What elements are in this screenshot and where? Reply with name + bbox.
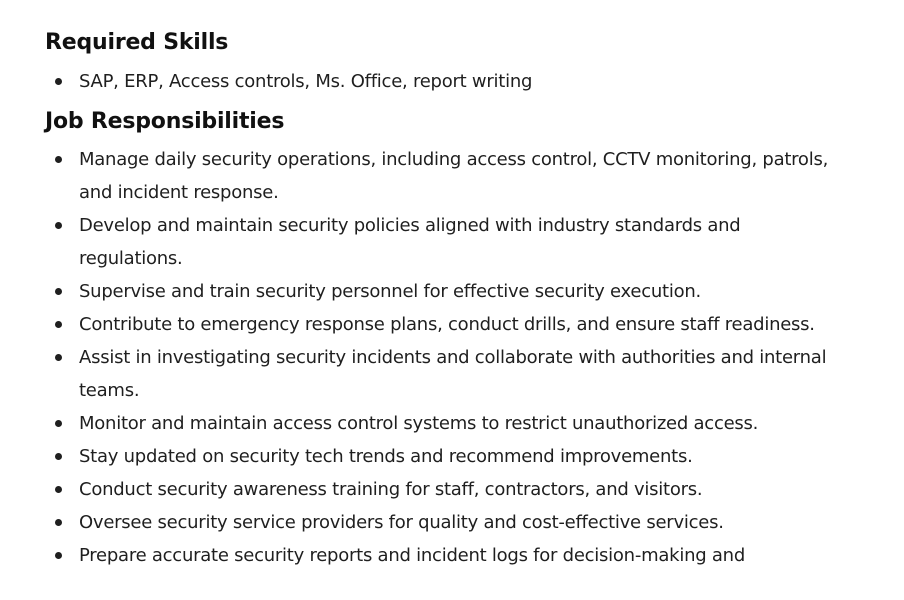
- bullet-icon: [55, 486, 62, 493]
- bullet-icon: [55, 354, 62, 361]
- bullet-icon: [55, 453, 62, 460]
- list-item-text: Conduct security awareness training for staff, contractors, and visitors.: [79, 479, 703, 500]
- list-item-text: Contribute to emergency response plans, conduct drills, and ensure staff readiness.: [79, 314, 815, 335]
- list-item-text: Assist in investigating security incidents and collaborate with authorities and internal teams.: [79, 347, 827, 401]
- bullet-icon: [55, 222, 62, 229]
- list-item-text: Monitor and maintain access control systems to restrict unauthorized access.: [79, 413, 759, 434]
- job-responsibilities-heading: Job Responsibilities: [45, 109, 285, 134]
- bullet-icon: [55, 420, 62, 427]
- required-skills-heading: Required Skills: [45, 30, 229, 55]
- list-item: [0, 506, 904, 539]
- list-item: [0, 407, 904, 440]
- required-skills-list: [0, 65, 904, 98]
- list-item: [0, 539, 904, 572]
- bullet-icon: [55, 156, 62, 163]
- list-item-text: SAP, ERP, Access controls, Ms. Office, report writing: [79, 71, 533, 92]
- list-item-text: Oversee security service providers for quality and cost-effective services.: [79, 512, 724, 533]
- list-item: [0, 143, 904, 209]
- list-item: [0, 341, 904, 407]
- job-responsibilities-list: [0, 143, 904, 572]
- list-item: [0, 65, 904, 98]
- list-item-text: Stay updated on security tech trends and recommend improvements.: [79, 446, 693, 467]
- bullet-icon: [55, 288, 62, 295]
- bullet-icon: [55, 78, 62, 85]
- list-item: [0, 440, 904, 473]
- list-item: [0, 473, 904, 506]
- bullet-icon: [55, 321, 62, 328]
- bullet-icon: [55, 519, 62, 526]
- list-item-text: Manage daily security operations, including access control, CCTV monitoring, patrols, and incident response.: [79, 149, 829, 203]
- list-item: [0, 308, 904, 341]
- list-item-text: Supervise and train security personnel for effective security execution.: [79, 281, 701, 302]
- list-item-text: Prepare accurate security reports and incident logs for decision-making and: [79, 545, 745, 566]
- list-item-text: Develop and maintain security policies aligned with industry standards and regulations.: [79, 215, 741, 269]
- list-item: [0, 275, 904, 308]
- bullet-icon: [55, 552, 62, 559]
- list-item: [0, 209, 904, 275]
